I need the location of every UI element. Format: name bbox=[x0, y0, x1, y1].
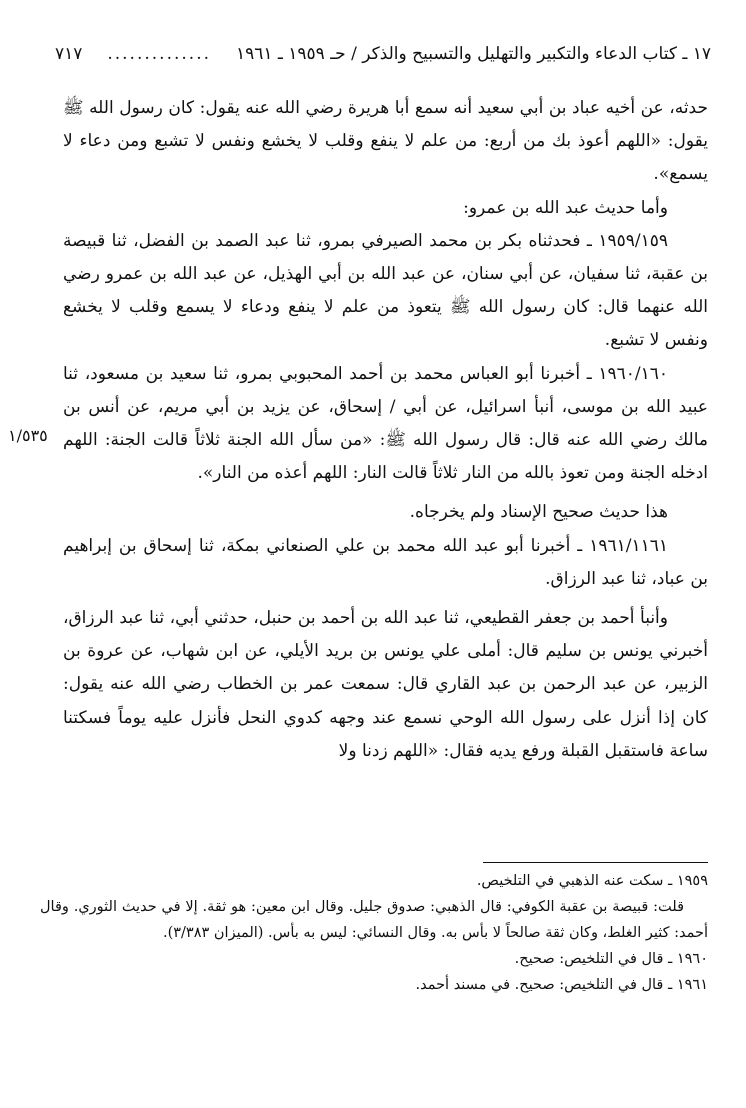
footnote-1961: ١٩٦١ ـ قال في التلخيص: صحيح. في مسند أحمد. bbox=[415, 977, 708, 993]
paragraph-section-intro: وأما حديث عبد الله بن عمرو: bbox=[463, 197, 668, 218]
header-dot-leader: .............. bbox=[107, 44, 211, 64]
paragraph-continuation: حدثه، عن أخيه عباد بن أبي سعيد أنه سمع أبا هريرة رضي الله عنه يقول: كان رسول الله ﷺ يقول: «اللهم أعوذ بك من أربع: من علم لا ينفع وقلب لا يخشع ونفس لا تشبع ومن دعاء لا يسمع». bbox=[63, 98, 708, 185]
hadith-1961: ١٩٦١/١١٦١ ـ أخبرنا أبو عبد الله محمد بن علي الصنعاني بمكة، ثنا إسحاق بن إبراهيم بن عباد، ثنا عبد الرزاق. bbox=[63, 535, 708, 589]
hadith-1959: ١٩٥٩/١٥٩ ـ فحدثناه بكر بن محمد الصيرفي بمرو، ثنا عبد الصمد بن الفضل، ثنا قبيصة بن عقبة، ثنا سفيان، عن أبي سنان، عن عبد الله بن أبي الهذيل، عن عبد الله بن عمرو رضي الله عنهما قال: كان رسول الله ﷺ يتعوذ من علم لا ينفع ودعاء لا يسمع وقلب لا يخشع ونفس لا تشبع. bbox=[63, 230, 708, 351]
footnotes bbox=[40, 868, 708, 998]
page-header bbox=[55, 44, 711, 64]
page-number: ٧١٧ bbox=[55, 44, 83, 64]
footnote-1959-comment: قلت: قبيصة بن عقبة الكوفي: قال الذهبي: صدوق جليل. وقال ابن معين: هو ثقة. إلا في حديث الثوري. وقال أحمد: كثير الغلط، وكان ثقة صالحاً لا بأس به. وقال النسائي: ليس به بأس. (الميزان ٣/٣٨٣). bbox=[40, 899, 708, 941]
main-text bbox=[63, 92, 708, 768]
footnote-separator bbox=[483, 862, 708, 863]
footnote-1960: ١٩٦٠ ـ قال في التلخيص: صحيح. bbox=[514, 951, 708, 967]
margin-page-reference: ١/٥٣٥ bbox=[8, 426, 48, 445]
hadith-1960-grading: هذا حديث صحيح الإسناد ولم يخرجاه. bbox=[409, 502, 668, 523]
running-title: ١٧ ـ كتاب الدعاء والتكبير والتهليل والتسبيح والذكر / حـ ١٩٥٩ ـ ١٩٦١ bbox=[235, 44, 711, 64]
hadith-1961-chain: وأنبأ أحمد بن جعفر القطيعي، ثنا عبد الله بن أحمد بن حنبل، حدثني أبي، ثنا عبد الرزاق، أخبرني يونس بن سليم قال: أملى علي يونس بن بريد الأيلي، عن ابن شهاب، عن عروة بن الزبير، عن عبد الرحمن بن عبد القاري قال: سمعت عمر بن الخطاب رضي الله عنه يقول: كان إذا أنزل على رسول الله الوحي نسمع عند وجهه كدوي النحل فأنزل عليه يوماً فسكتنا ساعة فاستقبل القبلة ورفع يديه فقال: «اللهم زدنا ولا bbox=[63, 608, 708, 761]
hadith-1960: ١٩٦٠/١٦٠ ـ أخبرنا أبو العباس محمد بن أحمد المحبوبي بمرو، ثنا سعيد بن مسعود، ثنا عبيد الله بن موسى، أنبأ اسرائيل، عن أبي / إسحاق، عن يزيد بن أبي مريم، عن أنس بن مالك رضي الله عنه قال: قال رسول الله ﷺ: «من سأل الله الجنة ثلاثاً قالت الجنة: اللهم ادخله الجنة ومن تعوذ بالله من النار ثلاثاً قالت النار: اللهم أعذه من النار». bbox=[63, 363, 708, 484]
footnote-1959: ١٩٥٩ ـ سكت عنه الذهبي في التلخيص. bbox=[476, 873, 708, 889]
